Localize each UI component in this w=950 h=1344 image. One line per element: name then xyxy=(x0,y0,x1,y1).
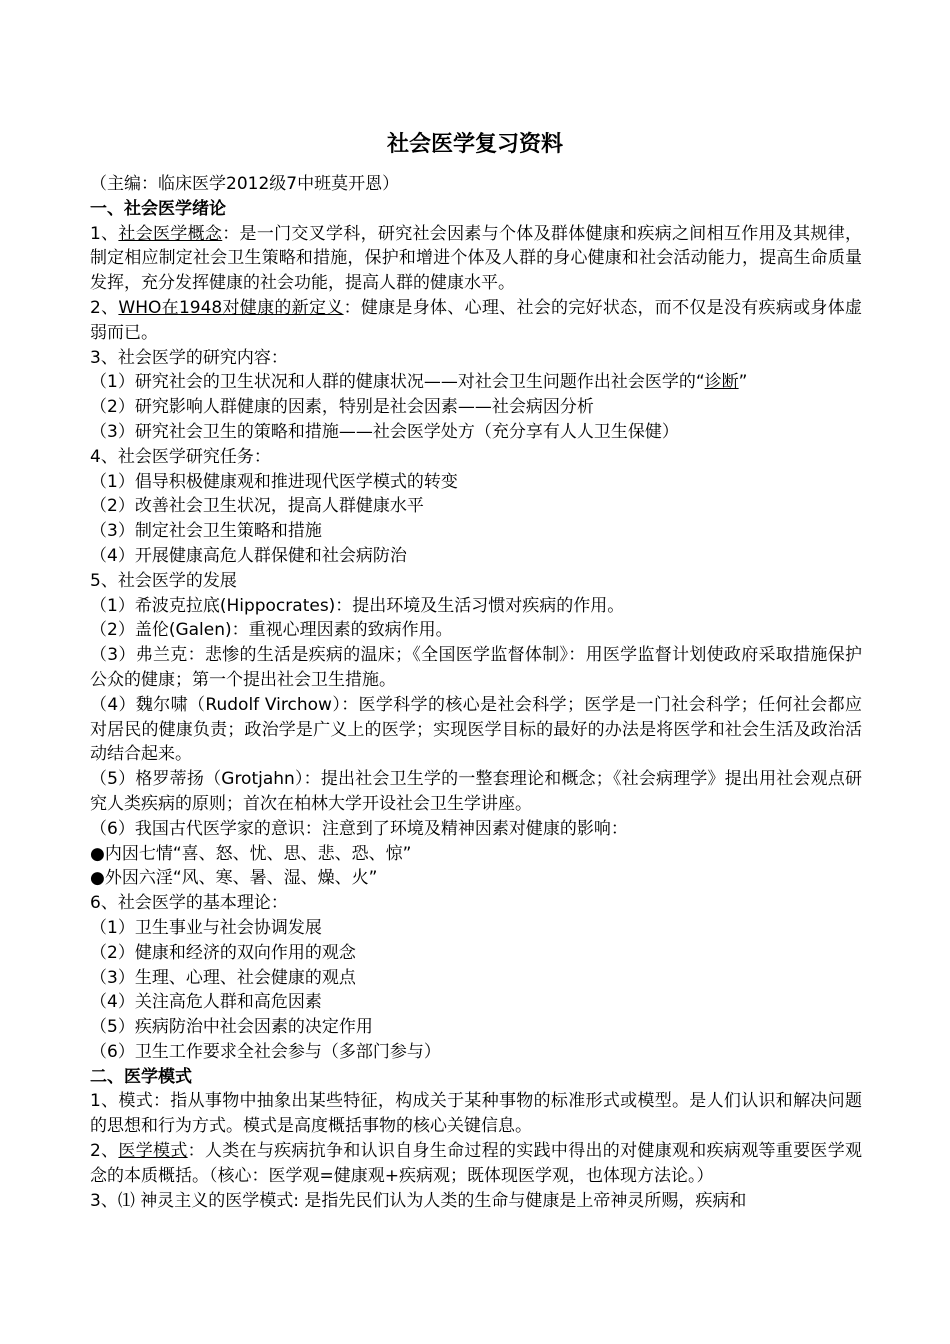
list-item: （3）弗兰克：悲惨的生活是疾病的温床；《全国医学监督体制》：用医学监督计划使政府采取措施保护公众的健康；第一个提出社会卫生措施。 xyxy=(90,645,862,690)
bullet-item: ●内因七情“喜、怒、忧、思、悲、恐、惊” xyxy=(90,843,412,864)
paragraph-text: ：健康是身体、心理、社会的完好状态，而不仅是没有疾病或身体虚弱而已。 xyxy=(90,297,862,343)
item-number: 2、 xyxy=(90,297,119,318)
paragraph-text: ：人类在与疾病抗争和认识自身生命过程的实践中得出的对健康观和疾病观等重要医学观念的本质概括。（核心：医学观=健康观+疾病观；既体现医学观，也体现方法论。） xyxy=(90,1141,862,1186)
paragraph xyxy=(90,1139,862,1189)
subheading: 4、社会医学研究任务： xyxy=(90,446,271,467)
list-item: （1）卫生事业与社会协调发展 xyxy=(90,917,322,938)
list-item: （3）生理、心理、社会健康的观点 xyxy=(90,967,356,988)
list-item: （5）格罗蒂扬（Grotjahn）：提出社会卫生学的一整套理论和概念；《社会病理学》提出用社会观点研究人类疾病的原则；首次在柏林大学开设社会卫生学讲座。 xyxy=(90,769,862,814)
page-title: 社会医学复习资料 xyxy=(386,132,563,157)
subheading: 6、社会医学的基本理论： xyxy=(90,893,288,914)
list-item: （2）研究影响人群健康的因素，特别是社会因素——社会病因分析 xyxy=(90,397,594,418)
paragraph: 3、⑴ 神灵主义的医学模式: 是指先民们认为人类的生命与健康是上帝神灵所赐，疾病和 xyxy=(90,1190,747,1211)
list-item: （2）健康和经济的双向作用的观念 xyxy=(90,942,356,963)
list-item: （3）研究社会卫生的策略和措施——社会医学处方（充分享有人人卫生保健） xyxy=(90,421,679,442)
list-item-text: ” xyxy=(738,372,748,393)
term-underlined: 诊断 xyxy=(704,372,739,393)
paragraph-text: ：是一门交叉学科，研究社会因素与个体及群体健康和疾病之间相互作用及其规律，制定相应制定社会卫生策略和措施，保护和增进个体及人群的身心健康和社会活动能力，提高生命质量发挥，充分发挥健康的社会功能，提高人群的健康水平。 xyxy=(90,223,862,294)
paragraph xyxy=(90,296,862,346)
section-heading: 二、医学模式 xyxy=(90,1066,192,1087)
term-underlined: 医学模式 xyxy=(118,1141,188,1162)
list-item: （4）魏尔啸（Rudolf Virchow）：医学科学的核心是社会科学；医学是一门社会科学；任何社会都应对居民的健康负责；政治学是广义上的医学；实现医学目标的最好的办法是将医学和社会生活及政治活动结合起来。 xyxy=(90,694,862,765)
paragraph: 1、模式：指从事物中抽象出某些特征，构成关于某种事物的标准形式或模型。是人们认识和解决问题的思想和行为方式。模式是高度概括事物的核心关键信息。 xyxy=(90,1091,862,1137)
document-body xyxy=(90,172,862,1213)
list-item: （3）制定社会卫生策略和措施 xyxy=(90,521,322,542)
editor-line: （主编：临床医学2012级7中班莫开恩） xyxy=(90,174,400,194)
item-number: 2、 xyxy=(90,1141,119,1162)
paragraph xyxy=(90,222,862,296)
list-item: （2）改善社会卫生状况，提高人群健康水平 xyxy=(90,496,424,517)
list-item: （1）希波克拉底(Hippocrates)：提出环境及生活习惯对疾病的作用。 xyxy=(90,595,625,616)
item-number: 1、 xyxy=(90,223,119,244)
list-item-text: （1）研究社会的卫生状况和人群的健康状况——对社会卫生问题作出社会医学的“ xyxy=(90,372,705,393)
term-underlined: 社会医学概念 xyxy=(118,223,223,244)
list-item: （5）疾病防治中社会因素的决定作用 xyxy=(90,1017,373,1038)
list-item: （6）卫生工作要求全社会参与（多部门参与） xyxy=(90,1041,441,1062)
list-item: （1）倡导积极健康观和推进现代医学模式的转变 xyxy=(90,471,458,492)
subheading: 3、社会医学的研究内容： xyxy=(90,347,288,368)
list-item: （4）开展健康高危人群保健和社会病防治 xyxy=(90,545,407,566)
list-item: （4）关注高危人群和高危因素 xyxy=(90,992,322,1013)
list-item: （2）盖伦(Galen)：重视心理因素的致病作用。 xyxy=(90,620,453,641)
list-item xyxy=(90,370,862,395)
subheading: 5、社会医学的发展 xyxy=(90,570,237,591)
list-item: （6）我国古代医学家的意识：注意到了环境及精神因素对健康的影响： xyxy=(90,818,628,839)
term-underlined: WHO在1948对健康的新定义 xyxy=(118,297,344,318)
section-heading: 一、社会医学绪论 xyxy=(90,198,226,219)
bullet-item: ●外因六淫“风、寒、暑、湿、燥、火” xyxy=(90,868,378,889)
